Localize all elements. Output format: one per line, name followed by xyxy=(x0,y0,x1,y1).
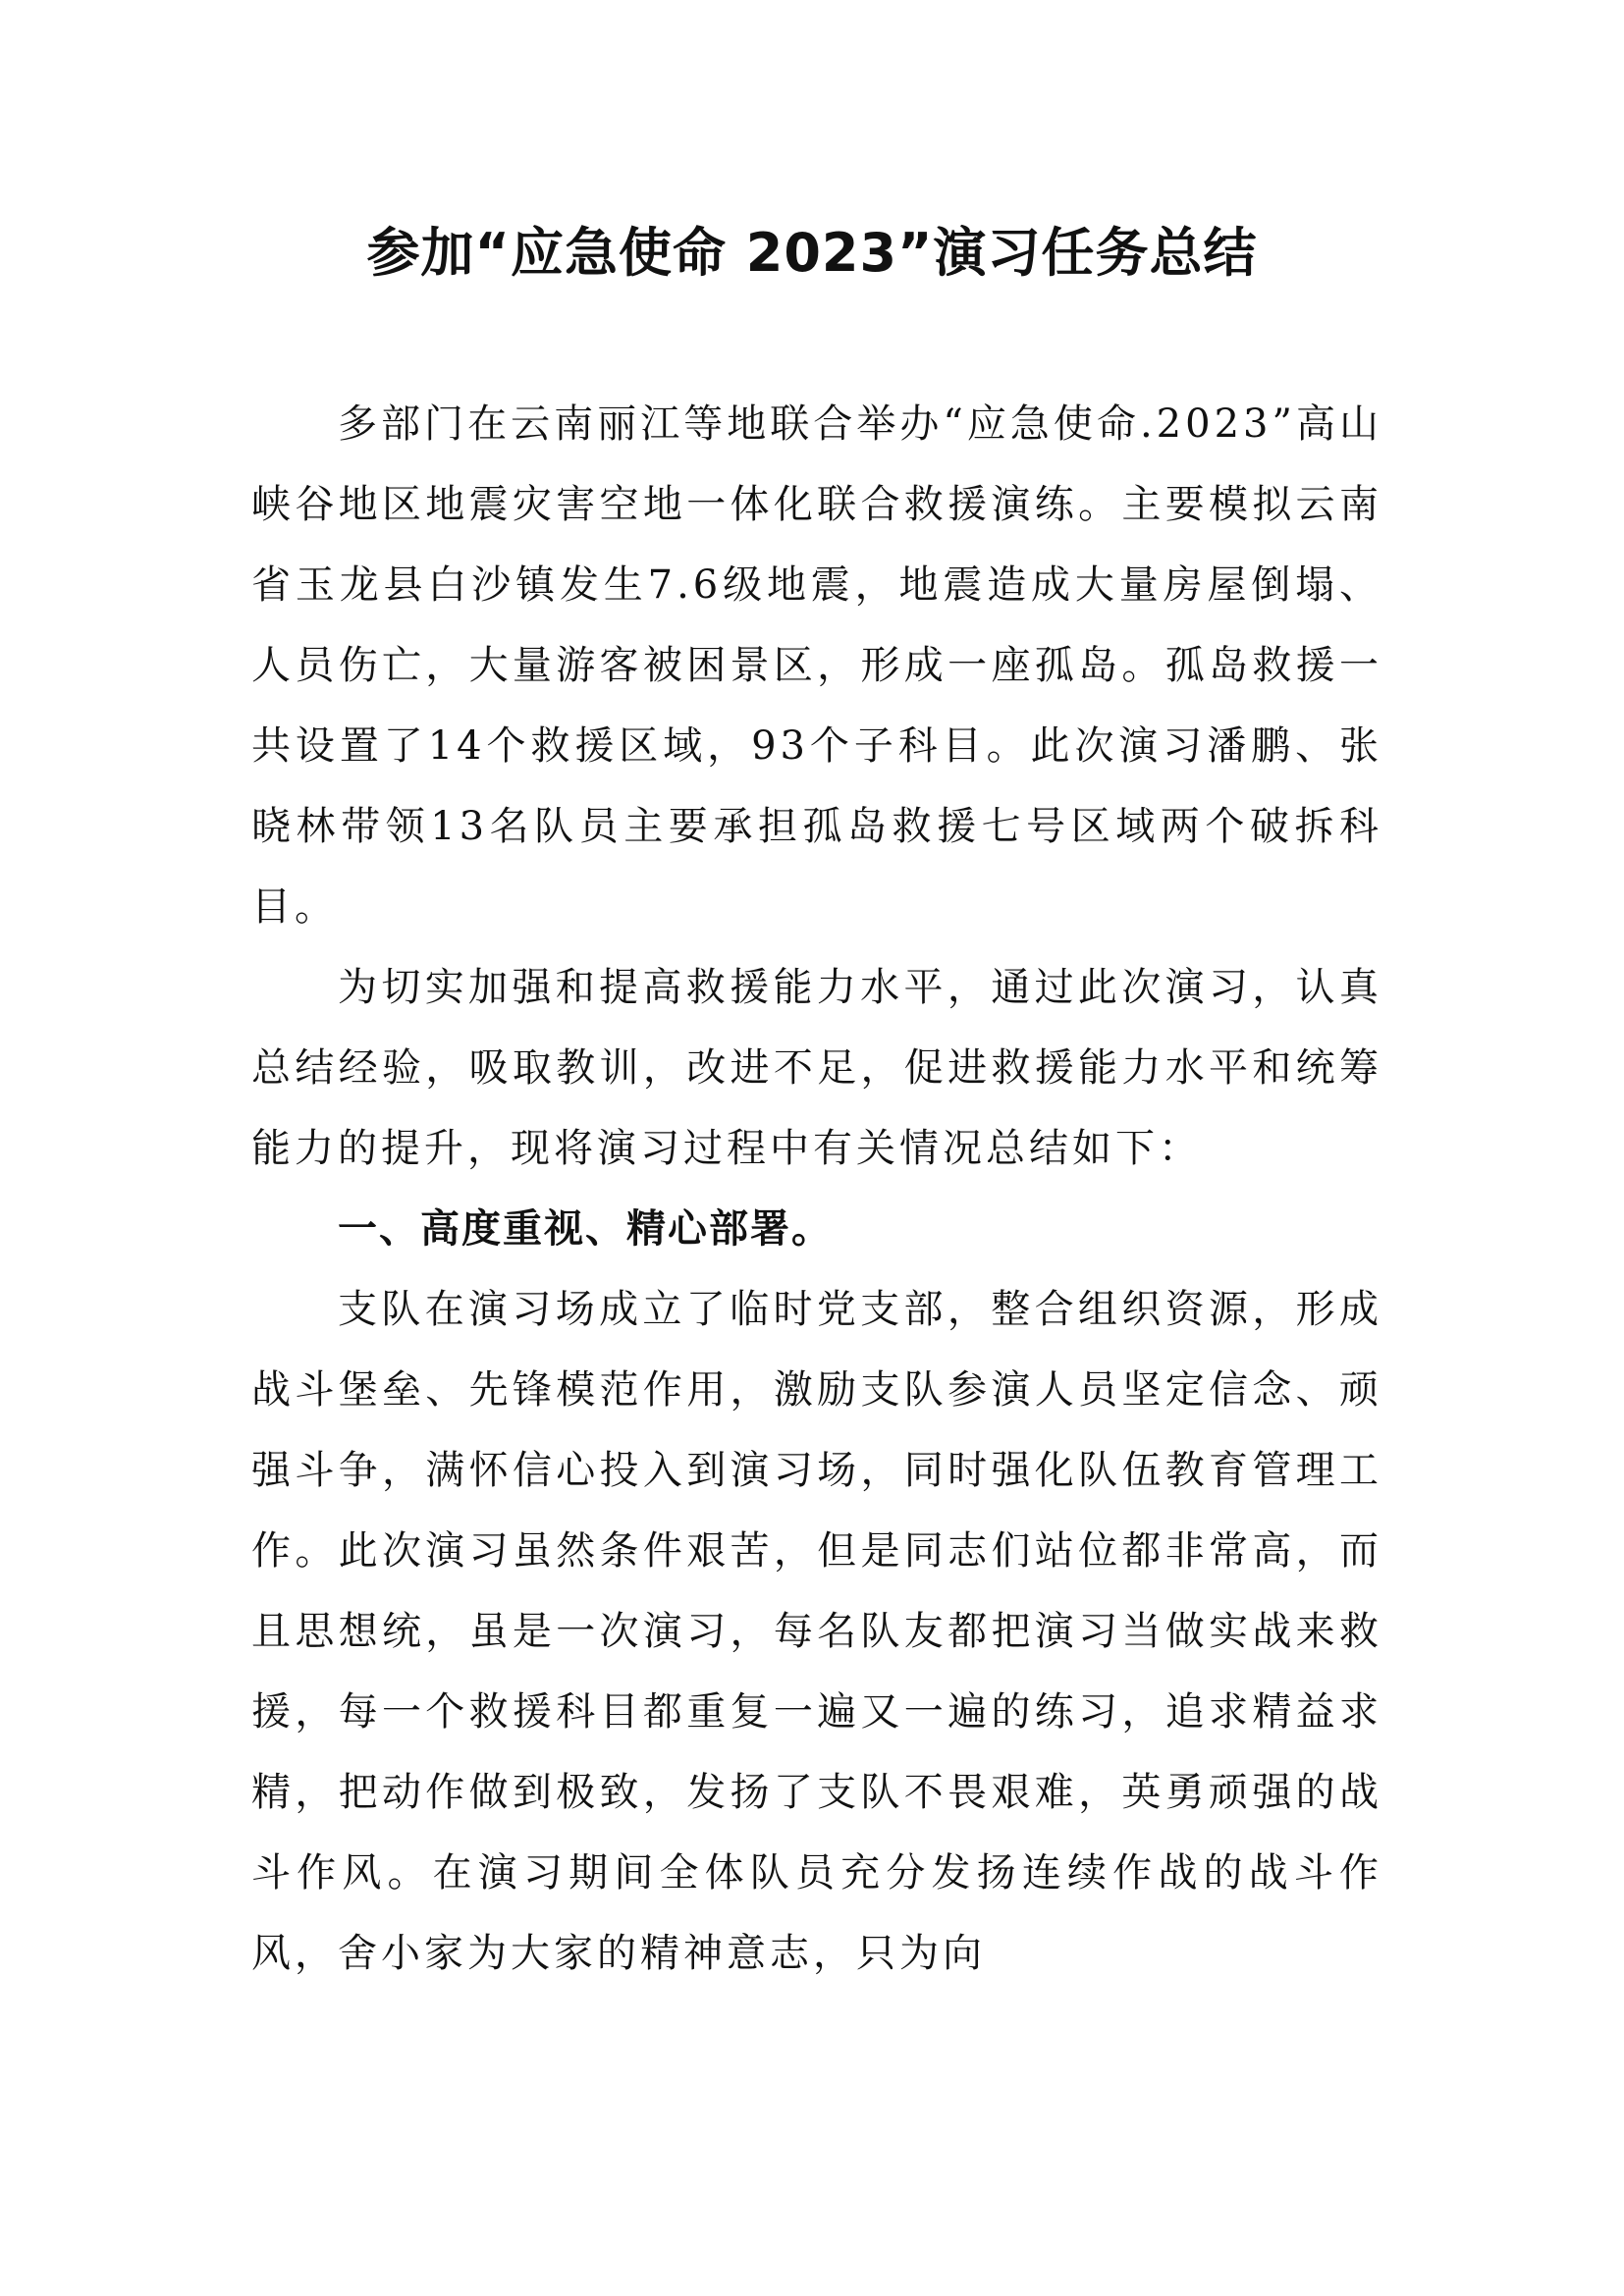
paragraph-purpose: 为切实加强和提高救援能力水平，通过此次演习，认真总结经验，吸取教训，改进不足，促进救援能力水平和统筹能力的提升，现将演习过程中有关情况总结如下： xyxy=(251,965,1382,1171)
document-title: 参加“应急使命 2023”演习任务总结 xyxy=(366,222,1258,284)
section-heading-1: 一、高度重视、精心部署。 xyxy=(338,1206,833,1252)
document-body xyxy=(251,384,1382,1994)
paragraph-intro: 多部门在云南丽江等地联合举办“应急使命.2023”高山峡谷地区地震灾害空地一体化联合救援演练。主要模拟云南省玉龙县白沙镇发生7.6级地震，地震造成大量房屋倒塌、人员伤亡，大量游客被困景区，形成一座孤岛。孤岛救援一共设置了14个救援区域，93个子科目。此次演习潘鹏、张晓林带领13名队员主要承担孤岛救援七号区域两个破拆科目。 xyxy=(251,401,1382,930)
paragraph-section-1: 支队在演习场成立了临时党支部，整合组织资源，形成战斗堡垒、先锋模范作用，激励支队参演人员坚定信念、顽强斗争，满怀信心投入到演习场，同时强化队伍教育管理工作。此次演习虽然条件艰苦，但是同志们站位都非常高，而且思想统，虽是一次演习，每名队友都把演习当做实战来救援，每一个救援科目都重复一遍又一遍的练习，追求精益求精，把动作做到极致，发扬了支队不畏艰难，英勇顽强的战斗作风。在演习期间全体队员充分发扬连续作战的战斗作风，舍小家为大家的精神意志，只为向 xyxy=(251,1287,1382,1976)
